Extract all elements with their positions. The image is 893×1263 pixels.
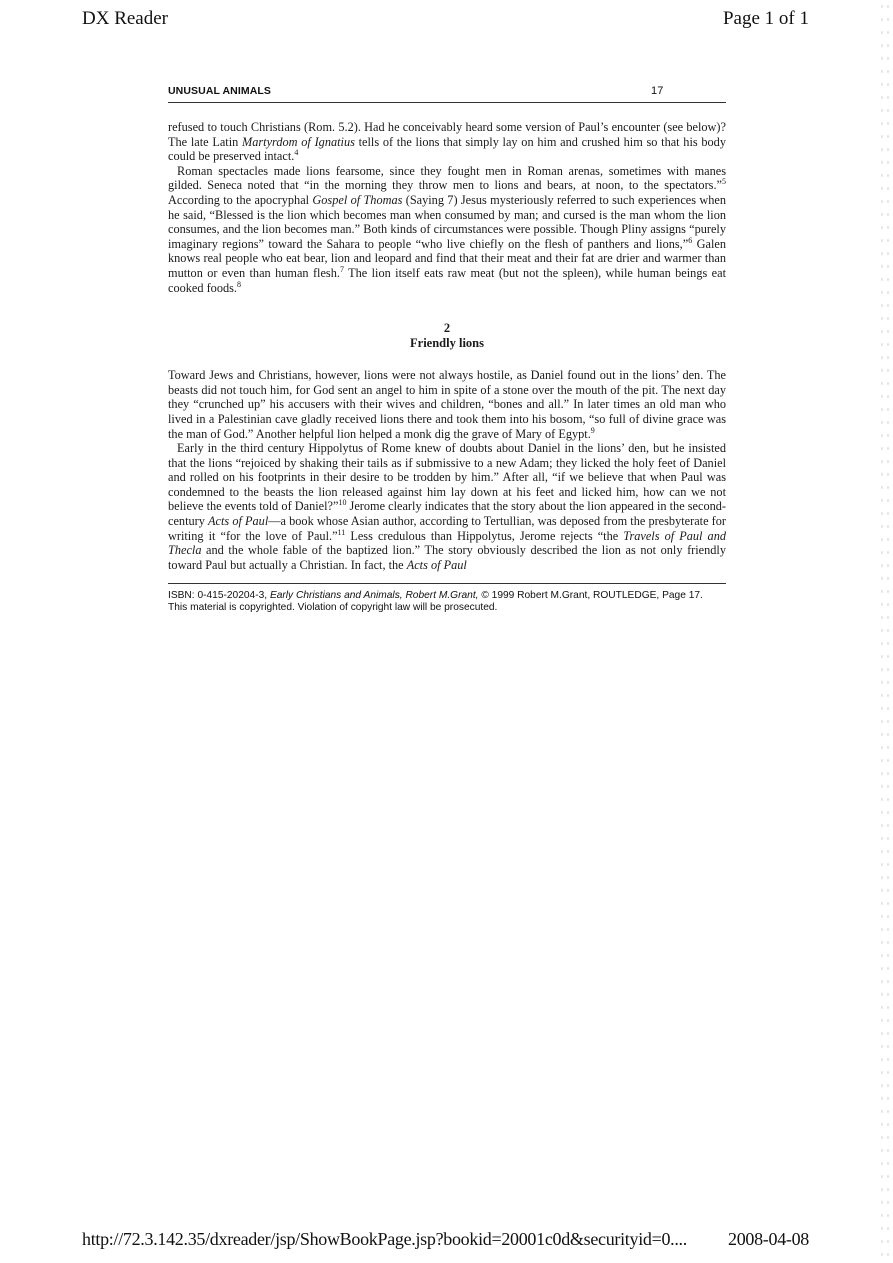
footnote-ref: 6 [688, 235, 693, 245]
paragraph [168, 441, 726, 572]
paragraphs-before-section [168, 120, 726, 295]
text-run: According to the apocryphal [168, 192, 313, 207]
text-run: Toward Jews and Christians, however, lions were not always hostile, as Daniel found out in the lions’ den. The beasts did not touch him, for God sent an angel to him in spite of a stone over the mouth of the pit. The next day they “crunched up” his accusers with their wives and children, “bones and all.” In later times an old man who lived in a Palestinian cave gladly received lions there and took them into his bosom, “so full of divine grace was the man of God.” Another helpful lion helped a monk dig the grave of Mary of Egypt. [168, 368, 726, 441]
print-date: 2008-04-08 [728, 1229, 809, 1249]
text-run: refused to touch Christians (Rom. 5.2). Had he conceivably heard some version of Paul’s encounter (see below)? The late Latin [168, 120, 726, 149]
section-heading [168, 321, 726, 351]
paragraphs-after-section [168, 368, 726, 572]
text-run: Less credulous than Hippolytus, Jerome rejects “the [345, 528, 624, 543]
italic-title: Acts of Paul [406, 557, 467, 572]
book-page [168, 84, 726, 614]
print-header [82, 8, 809, 32]
italic-title: Early Christians and Animals, Robert M.Grant, [269, 590, 479, 602]
footnote-ref: 7 [339, 264, 344, 274]
body-text [168, 120, 726, 572]
section-number: 2 [443, 321, 451, 336]
paragraph [168, 120, 726, 164]
book-page-number: 17 [651, 85, 664, 97]
paragraph [168, 164, 726, 295]
text-run: Jerome clearly indicates that the story about the lion appeared in the second-century [168, 499, 726, 529]
footnote-ref: 5 [722, 177, 726, 187]
copyright-notice: This material is copyrighted. Violation of copyright law will be prosecuted. [168, 602, 498, 614]
page-count: Page 1 of 1 [722, 8, 809, 29]
paragraph [168, 368, 726, 441]
italic-title: Acts of Paul [208, 514, 269, 529]
text-run: and the whole fable of the baptized lion.” The story obviously described the lion as not only friendly toward Paul but actually a Christian. In fact, the [168, 543, 726, 572]
page-url: http://72.3.142.35/dxreader/jsp/ShowBookPage.jsp?bookid=20001c0d&securityid=0.... [82, 1229, 687, 1249]
text-run: —a book whose Asian author, according to Tertullian, was deposed from the presbyterate for writing it “for the love of Paul.” [168, 514, 726, 543]
text-run: tells of the lions that simply lay on him and crushed him so that his body could be preserved intact. [168, 134, 726, 164]
text-run: (Saying 7) Jesus mysteriously referred to such experiences when he said, “Blessed is the lion which becomes man when consumed by man; and cursed is the man whom the lion consumes, and the lion becomes man.” Both kinds of circumstances were possible. Though Pliny assigns “purely imaginary regions” toward the Sahara to people “who live chiefly on the flesh of panthers and lions,” [168, 192, 726, 251]
italic-title: Travels of Paul and Thecla [168, 528, 726, 558]
text-run: Early in the third century Hippolytus of Rome knew of doubts about Daniel in the lions’ den, but he insisted that the lions “rejoiced by shaking their tails as if submissive to a new Adam; they licked the holy feet of Daniel and rolled on his footprints in their desire to be trodden by him.” After all, “if we believe that when Paul was condemned to the beasts the lion released against him lay down at his feet and licked him, how can we not believe the events told of Daniel?” [168, 441, 726, 514]
scan-noise-decoration [879, 0, 893, 1263]
footnote-ref: 11 [337, 527, 346, 537]
section-title: Friendly lions [410, 336, 484, 351]
app-title: DX Reader [82, 8, 168, 29]
text-run: Roman spectacles made lions fearsome, since they fought men in Roman arenas, sometimes with manes gilded. Seneca noted that “in the morning they throw men to lions and bears, at noon, to the spectators.” [168, 163, 726, 193]
footer-rule [168, 583, 726, 584]
text-run: Galen knows real people who eat bear, lion and leopard and find that their meat and their fat are drier and warmer than mutton or even than human flesh. [168, 236, 726, 280]
text-run: ISBN: 0-415-20204-3, [168, 590, 270, 602]
footnote-ref: 10 [338, 498, 347, 508]
text-run: The lion itself eats raw meat (but not the spleen), while human beings eat cooked foods. [168, 265, 726, 295]
citation-line [168, 590, 726, 602]
footnote-ref: 8 [236, 279, 241, 289]
footnote-ref: 9 [590, 425, 595, 435]
footnote-ref: 4 [294, 148, 299, 158]
running-head [168, 84, 726, 102]
italic-title: Martyrdom of Ignatius [242, 134, 355, 149]
italic-title: Gospel of Thomas [312, 192, 403, 207]
chapter-running-title: UNUSUAL ANIMALS [168, 85, 271, 97]
citation-footer [168, 590, 726, 614]
header-rule [168, 102, 726, 103]
text-run: © 1999 Robert M.Grant, ROUTLEDGE, Page 17. [478, 590, 703, 602]
